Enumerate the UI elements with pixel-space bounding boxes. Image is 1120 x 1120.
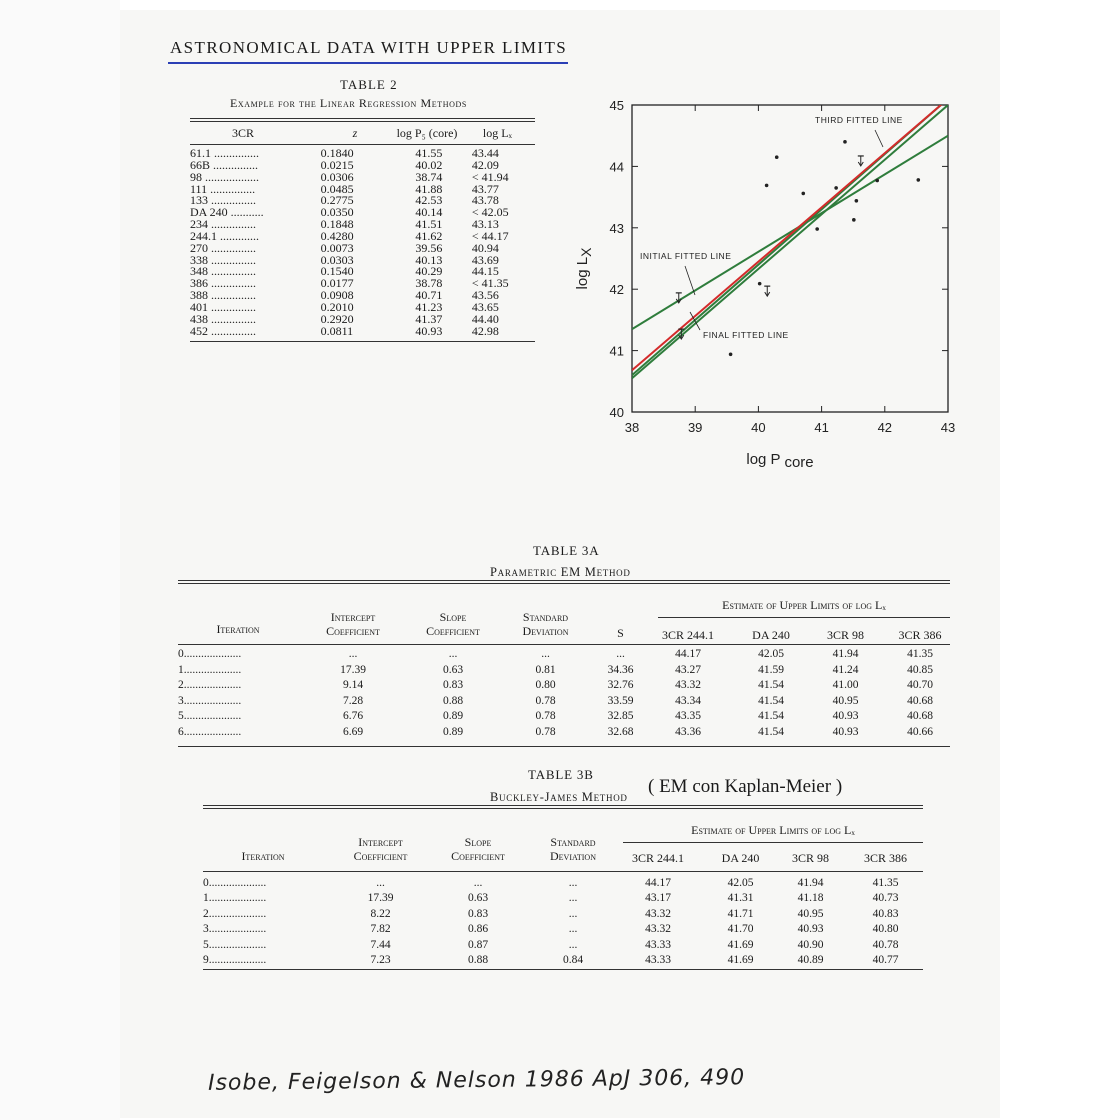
table2-body (190, 145, 535, 341)
table3a-top-rule-2 (178, 583, 950, 584)
table3a-cell: 2.................... (178, 679, 242, 692)
table2-cell: 42.98 (471, 323, 499, 338)
table3a-cell: 33.59 (607, 694, 634, 707)
table3b-cell: 7.23 (370, 954, 391, 966)
table3b-cell: 3.................... (203, 923, 267, 936)
table3b-cell: ... (568, 877, 578, 889)
table2-cell: 61.1 ............... (190, 148, 259, 160)
table3a-col-header: 3CR 386 (898, 628, 942, 642)
table2-cell: 41.23 (415, 299, 443, 314)
table3a-cell: 32.76 (607, 679, 634, 692)
fitted-line-label: FINAL FITTED LINE (703, 330, 789, 340)
table3a-cell: 44.17 (675, 648, 701, 660)
table3a-col-header: Standard Deviation (522, 610, 569, 638)
table2-cell: 40.71 (415, 288, 443, 303)
table3b-cell: ... (376, 877, 385, 889)
table2-cell: 43.65 (471, 299, 499, 314)
table3a-cell: 41.54 (758, 710, 784, 723)
y-axis-label: log LX (574, 247, 594, 290)
table2-cell: 0.1840 (320, 146, 354, 160)
table3b-cell: 41.70 (727, 923, 754, 936)
table3b-cell: 40.90 (797, 938, 824, 951)
table3a-cell: 34.36 (607, 663, 634, 676)
table2-cell: 0.4280 (320, 228, 354, 243)
table3a-col-header: Intercept Coefficient (326, 610, 380, 638)
table3a-col-header: DA 240 (752, 628, 790, 642)
table3b-cell: 41.18 (797, 892, 824, 905)
table3b-caption: Buckley-James Method (490, 790, 628, 804)
table2-cell: 0.2775 (320, 193, 354, 208)
table3b-col-header: DA 240 (721, 851, 760, 865)
table3b-cell: 7.44 (370, 938, 391, 951)
table3b-cell: 0.83 (467, 907, 489, 920)
table2-cell: 0.0908 (320, 288, 354, 303)
chart-svg (560, 90, 980, 490)
table3b-group-rule (623, 842, 923, 843)
table3a-cell: 43.35 (675, 710, 701, 723)
table3b-cell: 0.84 (562, 954, 584, 966)
table3b-cell: 43.32 (645, 907, 671, 920)
x-tick-label: 42 (877, 420, 893, 435)
table3b-cell: ... (568, 907, 578, 920)
data-point (875, 179, 879, 183)
x-tick-label: 41 (814, 420, 829, 435)
table3a-cell: 0.83 (442, 679, 464, 692)
table3b-cell: 40.77 (872, 954, 899, 966)
table3a-group-header: Estimate of Upper Limits of log Lₓ (722, 598, 886, 612)
table3b-cell: 9.................... (203, 954, 267, 966)
table3a-caption: Parametric EM Method (490, 565, 631, 579)
table2-col-loglx: log Lₓ (482, 125, 513, 140)
table2-cell: 41.55 (415, 146, 443, 160)
table3a-cell: 41.24 (832, 663, 859, 676)
table2-cell: 388 ............... (190, 290, 256, 302)
table2-cell: 338 ............... (190, 254, 256, 267)
table2-cell: 40.02 (415, 157, 443, 172)
data-point (834, 186, 838, 190)
table3a-cell: 0.78 (535, 694, 556, 707)
table2-cell: 0.1540 (320, 264, 354, 279)
data-point (916, 178, 920, 182)
table3a-cell: 40.68 (907, 694, 933, 707)
table3a-header-rule (178, 644, 950, 645)
table3b-col-header: Intercept Coefficient (353, 835, 408, 863)
y-tick-label: 44 (609, 159, 624, 175)
data-point (815, 227, 819, 231)
handwritten-annotation: ( EM con Kaplan-Meier ) (648, 776, 843, 797)
table3a-cell: 9.14 (342, 679, 364, 692)
table3a-col-header: 3CR 98 (826, 628, 864, 642)
table3b-cell: 40.95 (797, 907, 824, 920)
table3b-cell: 17.39 (367, 892, 394, 905)
table3b-cell: 43.33 (645, 938, 671, 951)
table3a-cell: 40.85 (907, 663, 933, 676)
table2-cell: 44.40 (471, 311, 499, 326)
data-point (775, 155, 779, 159)
table2-cell: 401 ............... (190, 301, 256, 314)
table3b-cell: 41.71 (727, 907, 754, 920)
table2-cell: 41.37 (415, 311, 443, 326)
data-point (729, 352, 733, 356)
table3a-cell: 0.63 (442, 663, 464, 676)
table3a-cell: 6.69 (342, 726, 364, 738)
table3a-cell: 1.................... (178, 663, 242, 676)
y-axis-label-sub: X (578, 247, 594, 257)
table2 (190, 118, 535, 342)
table3b-cell: 41.35 (872, 877, 899, 889)
data-point (855, 199, 859, 203)
header-underline (168, 62, 568, 64)
table3a-cell: 41.59 (758, 663, 784, 676)
table3b-cell: 40.89 (797, 954, 824, 966)
table3a-cell: 32.85 (607, 710, 634, 723)
scan-left-margin (0, 0, 120, 1120)
table2-cell: 41.88 (415, 181, 443, 196)
table3a-cell: 0.78 (535, 710, 556, 723)
data-point (758, 282, 762, 286)
table3b-cell: 41.94 (797, 877, 824, 889)
table2-cell: 40.14 (415, 205, 443, 220)
table3b-title: TABLE 3B (528, 767, 594, 782)
table2-title: TABLE 2 (340, 77, 398, 92)
x-axis-label: log P core (746, 451, 814, 471)
table2-cell: < 41.94 (471, 169, 509, 184)
table2-cell: < 41.35 (471, 276, 509, 291)
table3a-col-header: S (617, 626, 624, 640)
table3a-cell: 40.93 (832, 710, 859, 723)
table2-cell: < 44.17 (471, 228, 509, 243)
table3a-cell: ... (541, 648, 550, 660)
table2-cell: 39.56 (415, 240, 443, 255)
table2-row (190, 323, 535, 338)
table3b-col-header: Slope Coefficient (451, 835, 505, 863)
table3a-col-header: Iteration (216, 622, 260, 636)
fitted-line-leader (875, 130, 883, 147)
table3a (178, 580, 950, 752)
table2-col-logp: log P₅ (core) (396, 125, 458, 140)
table2-cell: 0.0350 (320, 205, 354, 220)
table3b-cell: 1.................... (203, 892, 267, 905)
table2-cell: 0.1848 (320, 217, 354, 232)
table3a-cell: 0.89 (442, 710, 464, 723)
table3a-cell: ... (616, 648, 625, 660)
table3a-cell: 6.76 (342, 710, 364, 723)
table2-cell: 38.78 (415, 276, 443, 291)
table3a-cell: 43.36 (675, 726, 701, 738)
fitted-line (632, 105, 948, 378)
table3a-cell: 40.95 (832, 694, 859, 707)
table3b-col-header: 3CR 244.1 (631, 851, 684, 865)
x-axis-label-sub: core (784, 454, 814, 471)
table3b-cell: 2.................... (203, 907, 267, 920)
table3b-cell: ... (568, 938, 578, 951)
table3a-cell: 41.35 (907, 648, 933, 660)
table3a-cell: 0.................... (178, 648, 242, 660)
table3b-top-rule (203, 805, 923, 806)
table2-cell: 42.53 (415, 193, 443, 208)
table2-cell: 386 ............... (190, 278, 256, 291)
table3a-cell: 40.70 (907, 679, 933, 692)
table2-cell: 133 ............... (190, 195, 256, 208)
table3a-cell: 43.27 (675, 663, 701, 676)
table3a-cell: 43.32 (675, 679, 701, 692)
table3b-cell: 43.32 (645, 923, 671, 936)
table2-cell: 40.29 (415, 264, 443, 279)
x-tick-label: 38 (624, 420, 640, 435)
table2-cell: 0.0073 (320, 240, 354, 255)
table3b-cell: 40.80 (872, 923, 899, 936)
table3a-bottom-rule (178, 746, 950, 747)
fitted-line-leader (685, 266, 695, 295)
table2-cell: 438 ............... (190, 313, 256, 326)
data-point (801, 192, 805, 196)
page-header: ASTRONOMICAL DATA WITH UPPER LIMITS (170, 38, 568, 57)
table2-cell: 40.93 (415, 323, 443, 338)
table2-cell: 42.09 (471, 157, 499, 172)
y-tick-label: 45 (609, 98, 624, 113)
table3b-cell: 0.87 (467, 938, 489, 951)
table3a-title: TABLE 3A (533, 543, 600, 558)
table3b-cell: ... (568, 923, 578, 936)
data-point (852, 218, 856, 222)
table3a-cell: 41.94 (832, 648, 859, 660)
table2-cell: 0.2920 (320, 311, 354, 326)
table3b-cell: 43.33 (645, 954, 671, 966)
table3b-col-header: Iteration (241, 849, 285, 863)
table3b-cell: 8.22 (370, 907, 391, 920)
table3a-cell: 41.00 (832, 679, 859, 692)
table3b-cell: 41.69 (727, 954, 754, 966)
table3a-cell: 42.05 (758, 648, 784, 660)
table3b-cell: ... (473, 877, 483, 889)
table3b-col-header: 3CR 386 (863, 851, 907, 865)
table3a-cell: 0.88 (442, 694, 464, 707)
table3b-cell: 0.86 (467, 923, 489, 936)
table3b-group-header: Estimate of Upper Limits of log Lₓ (691, 823, 855, 837)
table2-cell: 40.13 (415, 252, 443, 267)
table3b-cell: 40.73 (872, 892, 899, 905)
table3a-cell: 41.54 (758, 726, 784, 738)
table3a-cell: 0.78 (535, 726, 556, 738)
table2-cell: DA 240 ........... (190, 207, 264, 220)
table3b-cell: 0.................... (203, 877, 267, 889)
regression-chart (560, 90, 980, 490)
x-tick-label: 39 (687, 420, 703, 435)
table3a-cell: 41.54 (758, 679, 784, 692)
table3b-col-header: 3CR 98 (791, 851, 829, 865)
table2-bottom-rule (190, 341, 535, 342)
handwritten-citation: Isobe, Feigelson & Nelson 1986 ApJ 306, 490 (207, 1065, 746, 1096)
table3b-cell: 40.78 (872, 938, 899, 951)
table3b-cell: 44.17 (645, 877, 671, 889)
table2-cell: 348 ............... (190, 266, 256, 279)
table2-cell: 66B ............... (190, 159, 259, 172)
table3a-col-header: 3CR 244.1 (661, 628, 714, 642)
table2-cell: 234 ............... (190, 219, 256, 231)
table3b-cell: 40.93 (797, 923, 824, 936)
y-tick-label: 41 (609, 343, 624, 359)
table2-cell: 270 ............... (190, 242, 256, 255)
y-tick-label: 43 (609, 220, 624, 236)
table2-cell: 244.1 ............. (190, 230, 259, 243)
table2-cell: 0.0303 (320, 252, 354, 267)
table3b-cell: 0.88 (467, 954, 489, 966)
table3b (203, 805, 923, 975)
table2-cell: 0.0811 (320, 323, 354, 338)
table3a-cell: 3.................... (178, 694, 242, 707)
table2-cell: 40.94 (471, 240, 499, 255)
table3a-cell: 6.................... (178, 726, 242, 738)
table3a-cell: 0.89 (442, 726, 464, 738)
fitted-line (632, 136, 948, 329)
table3b-cell: 42.05 (727, 877, 754, 889)
table3b-cell: 5.................... (203, 938, 267, 951)
table2-cell: < 42.05 (471, 205, 509, 220)
table3b-cell: 40.83 (872, 907, 899, 920)
data-point (765, 184, 769, 188)
table2-cell: 111 ............... (190, 183, 256, 196)
table3a-cell: ... (448, 648, 458, 660)
table2-cell: 43.78 (471, 193, 499, 208)
table3b-cell: 7.82 (370, 923, 391, 936)
y-tick-label: 42 (609, 282, 624, 298)
table2-cell: 41.51 (415, 217, 443, 232)
table2-cell: 0.0485 (320, 181, 354, 196)
table3a-cell: 40.93 (832, 726, 859, 738)
table3a-cell: 32.68 (607, 726, 634, 738)
table3a-cell: 0.81 (535, 663, 556, 676)
table3b-cell: 0.63 (467, 892, 489, 905)
table3b-cell: ... (568, 892, 578, 905)
table3a-cell: ... (348, 648, 358, 660)
y-tick-label: 40 (609, 405, 624, 420)
table2-cell: 38.74 (415, 169, 443, 184)
table3b-col-header: Standard Deviation (550, 835, 596, 863)
table3a-cell: 40.68 (907, 710, 933, 723)
table2-cell: 43.69 (471, 252, 499, 267)
table2-cell: 43.56 (471, 288, 499, 303)
table3a-cell: 0.80 (535, 679, 556, 692)
fitted-line-label: THIRD FITTED LINE (815, 115, 903, 125)
x-tick-label: 40 (751, 420, 766, 435)
table3a-cell: 17.39 (340, 663, 366, 676)
table3a-top-rule (178, 580, 950, 581)
table3a-cell: 43.34 (675, 694, 701, 707)
table2-cell: 0.0306 (320, 169, 354, 184)
table2-cell: 0.0215 (320, 157, 354, 172)
table3a-cell: 7.28 (342, 694, 364, 707)
table2-cell: 43.77 (471, 181, 499, 196)
table3b-cell: 41.31 (727, 892, 754, 905)
table2-cell: 0.2010 (320, 299, 354, 314)
table3a-cell: 41.54 (758, 694, 784, 707)
table2-cell: 43.44 (471, 146, 499, 160)
table3a-col-header: Slope Coefficient (426, 610, 480, 638)
table2-col-z: z (352, 125, 358, 140)
table3a-cell: 5.................... (178, 710, 242, 723)
table3b-cell: 43.17 (645, 892, 671, 905)
table3b-cell: 41.69 (727, 938, 754, 951)
table2-cell: 0.0177 (320, 276, 354, 291)
table2-cell: 44.15 (471, 264, 499, 279)
fitted-line-label: INITIAL FITTED LINE (640, 251, 732, 261)
table3b-bottom-rule (203, 969, 923, 970)
table2-cell: 41.62 (415, 228, 443, 243)
table3a-cell: 40.66 (907, 726, 933, 738)
table2-caption: Example for the Linear Regression Methods (230, 96, 467, 110)
table2-cell: 98 .................. (190, 171, 259, 184)
table2-col-3cr: 3CR (232, 125, 255, 140)
x-tick-label: 43 (940, 420, 956, 435)
table3b-top-rule-2 (203, 808, 923, 809)
table3b-header-rule (203, 871, 923, 872)
table2-cell: 452 ............... (190, 325, 256, 338)
data-point (843, 140, 847, 144)
table3a-group-rule (658, 617, 950, 618)
table2-header-row (190, 122, 535, 144)
table2-cell: 43.13 (471, 217, 499, 232)
